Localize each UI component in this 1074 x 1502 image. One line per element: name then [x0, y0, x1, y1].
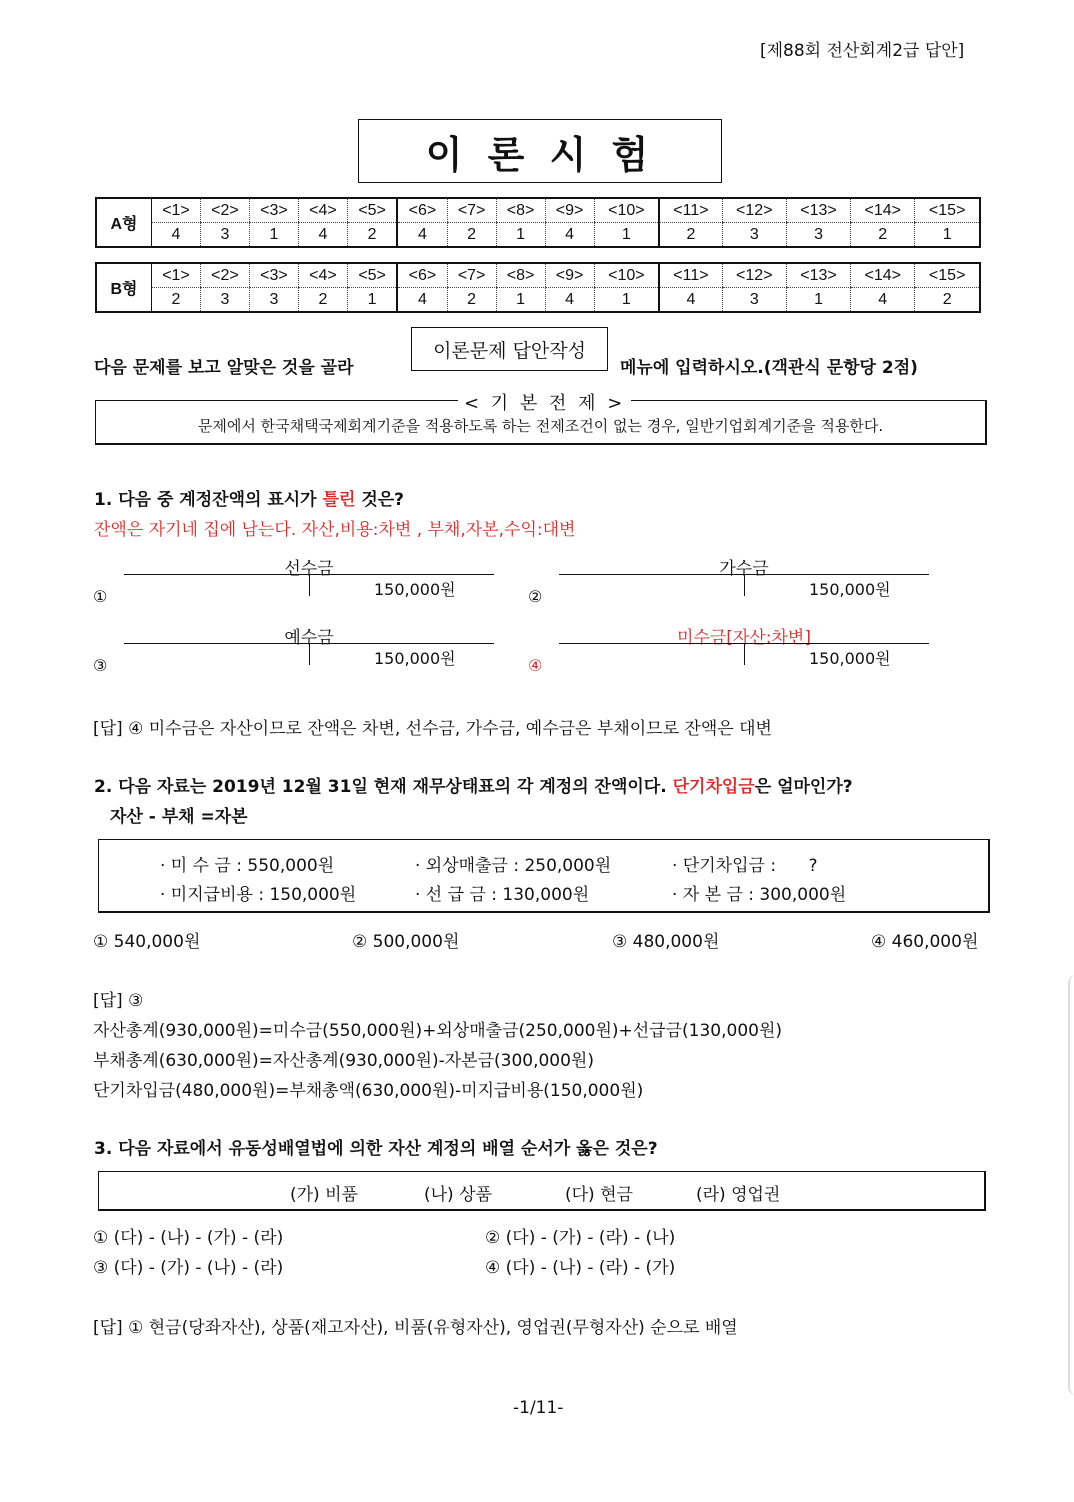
question-number-cell: <7> [447, 263, 496, 288]
option-2-number: ② [528, 587, 543, 606]
table-type-label: B형 [96, 263, 152, 312]
question-number-cell: <5> [347, 263, 397, 288]
page-header: [제88회 전산회계2급 답안] [760, 41, 965, 61]
answer-cell: 2 [915, 288, 980, 313]
answer-cell: 4 [851, 288, 915, 313]
question-number-cell: <2> [200, 198, 249, 223]
question-number-cell: <1> [152, 198, 201, 223]
answer-cell: 4 [545, 288, 594, 313]
answer-cell: 2 [447, 223, 496, 248]
title-box [358, 119, 722, 183]
data-item: · 외상매출금 : 250,000원 [415, 856, 612, 876]
page-number: -1/11- [513, 1398, 564, 1418]
question-number-cell: <13> [786, 198, 850, 223]
answer-cell: 4 [659, 288, 722, 313]
question-number-cell: <12> [722, 198, 786, 223]
question-number-cell: <5> [347, 198, 397, 223]
question-number-cell: <6> [397, 263, 447, 288]
answer-cell: 4 [397, 223, 447, 248]
data-item: · 미 수 금 : 550,000원 [160, 856, 335, 876]
option-3-number: ③ [93, 656, 108, 675]
answer-table-b [95, 262, 981, 313]
answer-cell: 1 [347, 288, 397, 313]
question-number-cell: <9> [545, 198, 594, 223]
answer-line: 자산총계(930,000원)=미수금(550,000원)+외상매출금(250,000원)+선급금(130,000원) [93, 1021, 783, 1041]
answer-cell: 3 [722, 223, 786, 248]
question-3-data-box [98, 1171, 986, 1211]
answer-cell: 1 [786, 288, 850, 313]
question-2-answer: [답] ③ [93, 991, 144, 1011]
premise-text: 문제에서 한국채택국제회계기준을 적용하도록 하는 전제조건이 없는 경우, 일반기업회계기준을 적용한다. [197, 417, 884, 435]
data-item: · 선 급 금 : 130,000원 [415, 885, 590, 905]
question-2: 2. 다음 자료는 2019년 12월 31일 현재 재무상태표의 각 계정의 잔액이다. 단기차입금은 얼마인가? [94, 777, 853, 797]
question-2-note: 자산 - 부채 =자본 [110, 807, 248, 827]
answer-cell: 3 [200, 288, 249, 313]
question-number-cell: <9> [545, 263, 594, 288]
option: ① 540,000원 [93, 932, 201, 952]
question-number-cell: <15> [915, 263, 980, 288]
page-title: 이 론 시 험 [425, 132, 655, 177]
t-account-1: 선수금 150,000원 [124, 554, 494, 604]
answer-cell: 4 [298, 223, 347, 248]
answer-cell: 3 [722, 288, 786, 313]
question-number-cell: <10> [594, 198, 659, 223]
question-1-note: 잔액은 자기네 집에 남는다. 자산,비용:차변 , 부채,자본,수익:대변 [94, 520, 576, 540]
data-item: (가) 비품 [290, 1185, 358, 1205]
answer-line: 부채총계(630,000원)=자산총계(930,000원)-자본금(300,000원) [93, 1051, 594, 1071]
question-number-cell: <4> [298, 263, 347, 288]
question-number-cell: <6> [397, 198, 447, 223]
answer-cell: 2 [447, 288, 496, 313]
answer-cell: 2 [851, 223, 915, 248]
answer-cell: 3 [249, 288, 298, 313]
question-number-cell: <3> [249, 198, 298, 223]
data-item: (다) 현금 [565, 1185, 633, 1205]
data-item: (라) 영업권 [696, 1185, 781, 1205]
question-3-answer: [답] ① 현금(당좌자산), 상품(재고자산), 비품(유형자산), 영업권(무형자산) 순으로 배열 [93, 1318, 738, 1338]
answer-line: 단기차입금(480,000원)=부채총액(630,000원)-미지급비용(150,000원) [93, 1081, 644, 1101]
t-account-2: 가수금 150,000원 [559, 554, 929, 604]
question-number-cell: <1> [152, 263, 201, 288]
answer-table-a [95, 197, 981, 248]
scrollbar[interactable] [1068, 975, 1074, 1395]
answer-cell: 2 [152, 288, 201, 313]
question-3: 3. 다음 자료에서 유동성배열법에 의한 자산 계정의 배열 순서가 옳은 것은? [94, 1139, 658, 1159]
question-number-cell: <4> [298, 198, 347, 223]
answer-cell: 1 [496, 288, 545, 313]
answer-cell: 3 [786, 223, 850, 248]
question-number-cell: <8> [496, 198, 545, 223]
option: ② 500,000원 [352, 932, 460, 952]
question-number-cell: <13> [786, 263, 850, 288]
question-number-cell: <15> [915, 198, 980, 223]
data-item: · 단기차입금 : ? [672, 856, 818, 876]
answer-cell: 2 [659, 223, 722, 248]
option: ① (다) - (나) - (가) - (라) [93, 1228, 284, 1248]
answer-cell: 1 [594, 223, 659, 248]
answer-cell: 4 [152, 223, 201, 248]
question-number-cell: <14> [851, 198, 915, 223]
answer-cell: 4 [397, 288, 447, 313]
answer-cell: 1 [249, 223, 298, 248]
answer-cell: 2 [298, 288, 347, 313]
question-number-cell: <3> [249, 263, 298, 288]
answer-cell: 2 [347, 223, 397, 248]
question-1: 1. 다음 중 계정잔액의 표시가 틀린 것은? [94, 490, 405, 510]
data-item: (나) 상품 [424, 1185, 492, 1205]
option-4-number: ④ [528, 656, 543, 675]
question-number-cell: <7> [447, 198, 496, 223]
option: ③ 480,000원 [612, 932, 720, 952]
answer-cell: 1 [496, 223, 545, 248]
answer-cell: 1 [594, 288, 659, 313]
question-number-cell: <10> [594, 263, 659, 288]
option: ④ (다) - (나) - (라) - (가) [485, 1258, 676, 1278]
question-number-cell: <12> [722, 263, 786, 288]
option-1-number: ① [93, 587, 108, 606]
answer-cell: 1 [915, 223, 980, 248]
question-1-answer: [답] ④ 미수금은 자산이므로 잔액은 차변, 선수금, 가수금, 예수금은 부채이므로 잔액은 대변 [93, 719, 772, 739]
t-account-3: 예수금 150,000원 [124, 623, 494, 673]
menu-name-box [411, 327, 608, 371]
answer-cell: 3 [200, 223, 249, 248]
option: ② (다) - (가) - (라) - (나) [485, 1228, 676, 1248]
question-number-cell: <11> [659, 198, 722, 223]
data-item: · 자 본 금 : 300,000원 [672, 885, 847, 905]
t-account-4: 미수금[자산:차변] 150,000원 [559, 623, 929, 673]
question-number-cell: <8> [496, 263, 545, 288]
instruction-text-after: 메뉴에 입력하시오.(객관식 문항당 2점) [620, 358, 918, 378]
option: ③ (다) - (가) - (나) - (라) [93, 1258, 284, 1278]
question-number-cell: <14> [851, 263, 915, 288]
table-type-label: A형 [96, 198, 152, 247]
question-number-cell: <11> [659, 263, 722, 288]
menu-name: 이론문제 답안작성 [433, 339, 586, 362]
question-number-cell: <2> [200, 263, 249, 288]
data-item: · 미지급비용 : 150,000원 [160, 885, 357, 905]
answer-cell: 4 [545, 223, 594, 248]
premise-title: < 기 본 전 제 > [458, 389, 631, 415]
option: ④ 460,000원 [871, 932, 979, 952]
instruction-text: 다음 문제를 보고 알맞은 것을 골라 [94, 358, 354, 378]
